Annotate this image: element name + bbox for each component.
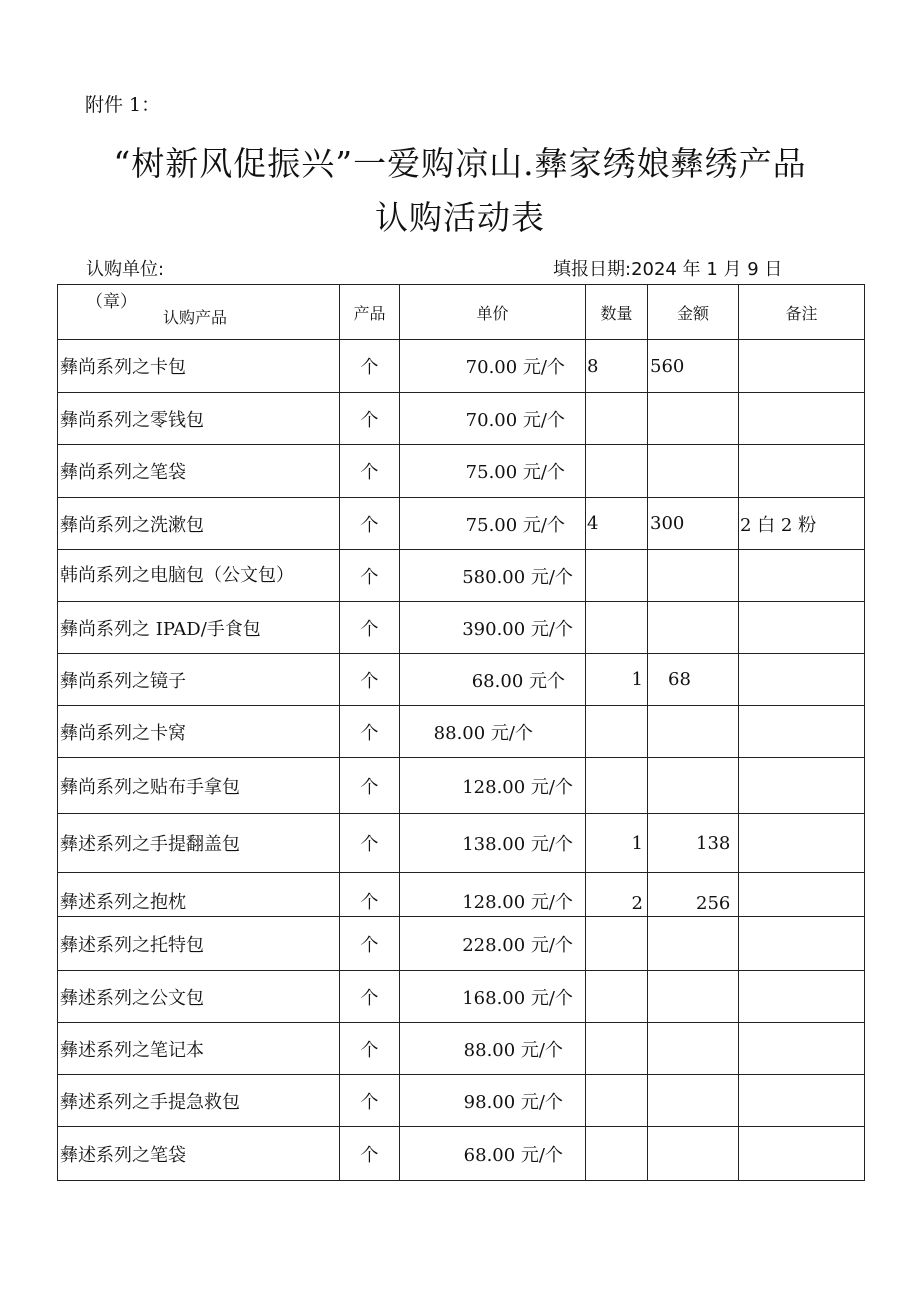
product-unit: 个	[340, 706, 400, 758]
amount: 256	[648, 873, 739, 917]
unit-price: 98.00 元/个	[400, 1075, 586, 1127]
amount	[648, 445, 739, 498]
product-name: 彝述系列之托特包	[58, 917, 340, 971]
amount	[648, 706, 739, 758]
subscription-table	[57, 284, 865, 1181]
product-name: 彝述系列之手提急救包	[58, 1075, 340, 1127]
unit-price: 88.00 元/个	[400, 1023, 586, 1075]
amount	[648, 393, 739, 445]
unit-price: 88.00 元/个	[400, 706, 586, 758]
note	[739, 971, 865, 1023]
document-title-line2: 认购活动表	[375, 198, 545, 237]
amount	[648, 1023, 739, 1075]
product-unit: 个	[340, 393, 400, 445]
quantity	[586, 917, 648, 971]
table-row	[58, 873, 865, 917]
product-unit: 个	[340, 917, 400, 971]
amount	[648, 550, 739, 602]
product-unit: 个	[340, 602, 400, 654]
quantity: 1	[586, 814, 648, 873]
note	[739, 393, 865, 445]
product-name: 彝述系列之手提翻盖包	[58, 814, 340, 873]
quantity	[586, 550, 648, 602]
note	[739, 1127, 865, 1181]
header-seal: （章）	[86, 292, 137, 312]
amount	[648, 971, 739, 1023]
table-row	[58, 498, 865, 550]
product-name: 彝尚系列之镜子	[58, 654, 340, 706]
table-row	[58, 550, 865, 602]
header-qty: 数量	[586, 285, 648, 340]
table-row	[58, 602, 865, 654]
note	[739, 550, 865, 602]
quantity	[586, 706, 648, 758]
table-row	[58, 917, 865, 971]
product-name: 彝述系列之公文包	[58, 971, 340, 1023]
note	[739, 917, 865, 971]
product-name: 彝尚系列之卡窝	[58, 706, 340, 758]
table-header-row	[58, 285, 865, 340]
product-name: 彝述系列之抱枕	[58, 873, 340, 917]
quantity	[586, 1075, 648, 1127]
product-unit: 个	[340, 1023, 400, 1075]
note	[739, 1075, 865, 1127]
table-row	[58, 393, 865, 445]
product-name: 彝尚系列之 IPAD/手食包	[58, 602, 340, 654]
header-price: 单价	[400, 285, 586, 340]
unit-price: 75.00 元/个	[400, 445, 586, 498]
unit-price: 70.00 元/个	[400, 393, 586, 445]
unit-price: 68.00 元个	[400, 654, 586, 706]
amount: 300	[648, 498, 739, 550]
product-name: 彝尚系列之卡包	[58, 340, 340, 393]
product-name: 韩尚系列之电脑包（公文包）	[58, 550, 340, 602]
note	[739, 814, 865, 873]
product-unit: 个	[340, 814, 400, 873]
quantity	[586, 1127, 648, 1181]
note	[739, 654, 865, 706]
note: 2 白 2 粉	[739, 498, 865, 550]
unit-price: 75.00 元/个	[400, 498, 586, 550]
product-name: 彝尚系列之笔袋	[58, 445, 340, 498]
quantity	[586, 971, 648, 1023]
note	[739, 758, 865, 814]
table-row	[58, 706, 865, 758]
product-name: 彝述系列之笔袋	[58, 1127, 340, 1181]
amount	[648, 1127, 739, 1181]
quantity	[586, 758, 648, 814]
table-row	[58, 814, 865, 873]
subscribing-unit-label: 认购单位:	[86, 259, 165, 280]
unit-price: 128.00 元/个	[400, 873, 586, 917]
product-name: 彝尚系列之洗漱包	[58, 498, 340, 550]
note	[739, 1023, 865, 1075]
table-row	[58, 1127, 865, 1181]
amount	[648, 602, 739, 654]
product-name: 彝尚系列之贴布手拿包	[58, 758, 340, 814]
unit-price: 68.00 元/个	[400, 1127, 586, 1181]
product-unit: 个	[340, 654, 400, 706]
quantity: 1	[586, 654, 648, 706]
quantity: 8	[586, 340, 648, 393]
amount	[648, 1075, 739, 1127]
table-row	[58, 758, 865, 814]
note	[739, 873, 865, 917]
product-unit: 个	[340, 1127, 400, 1181]
quantity: 4	[586, 498, 648, 550]
table-row	[58, 654, 865, 706]
header-note: 备注	[739, 285, 865, 340]
unit-price: 70.00 元/个	[400, 340, 586, 393]
product-unit: 个	[340, 873, 400, 917]
quantity	[586, 393, 648, 445]
product-name: 彝述系列之笔记本	[58, 1023, 340, 1075]
quantity	[586, 1023, 648, 1075]
header-product-label: 认购产品	[163, 308, 228, 327]
product-unit: 个	[340, 971, 400, 1023]
note	[739, 445, 865, 498]
table-row	[58, 1023, 865, 1075]
fill-date: 填报日期:2024 年 1 月 9 日	[553, 259, 783, 280]
quantity	[586, 602, 648, 654]
unit-price: 168.00 元/个	[400, 971, 586, 1023]
note	[739, 340, 865, 393]
unit-price: 228.00 元/个	[400, 917, 586, 971]
table-row	[58, 445, 865, 498]
amount: 138	[648, 814, 739, 873]
amount: 560	[648, 340, 739, 393]
note	[739, 602, 865, 654]
table-row	[58, 1075, 865, 1127]
product-unit: 个	[340, 340, 400, 393]
header-product	[58, 285, 340, 340]
unit-price: 138.00 元/个	[400, 814, 586, 873]
quantity	[586, 445, 648, 498]
unit-price: 580.00 元/个	[400, 550, 586, 602]
product-unit: 个	[340, 758, 400, 814]
note	[739, 706, 865, 758]
header-unit: 产品	[340, 285, 400, 340]
amount: 68	[648, 654, 739, 706]
product-unit: 个	[340, 550, 400, 602]
quantity: 2	[586, 873, 648, 917]
product-unit: 个	[340, 1075, 400, 1127]
table-row	[58, 971, 865, 1023]
header-amount: 金额	[648, 285, 739, 340]
unit-price: 390.00 元/个	[400, 602, 586, 654]
unit-price: 128.00 元/个	[400, 758, 586, 814]
product-name: 彝尚系列之零钱包	[58, 393, 340, 445]
attachment-label: 附件 1：	[85, 94, 161, 116]
amount	[648, 758, 739, 814]
table-row	[58, 340, 865, 393]
product-unit: 个	[340, 445, 400, 498]
amount	[648, 917, 739, 971]
product-unit: 个	[340, 498, 400, 550]
document-title-line1: “树新风促振兴”一爱购凉山.彝家绣娘彝绣产品	[113, 144, 807, 183]
